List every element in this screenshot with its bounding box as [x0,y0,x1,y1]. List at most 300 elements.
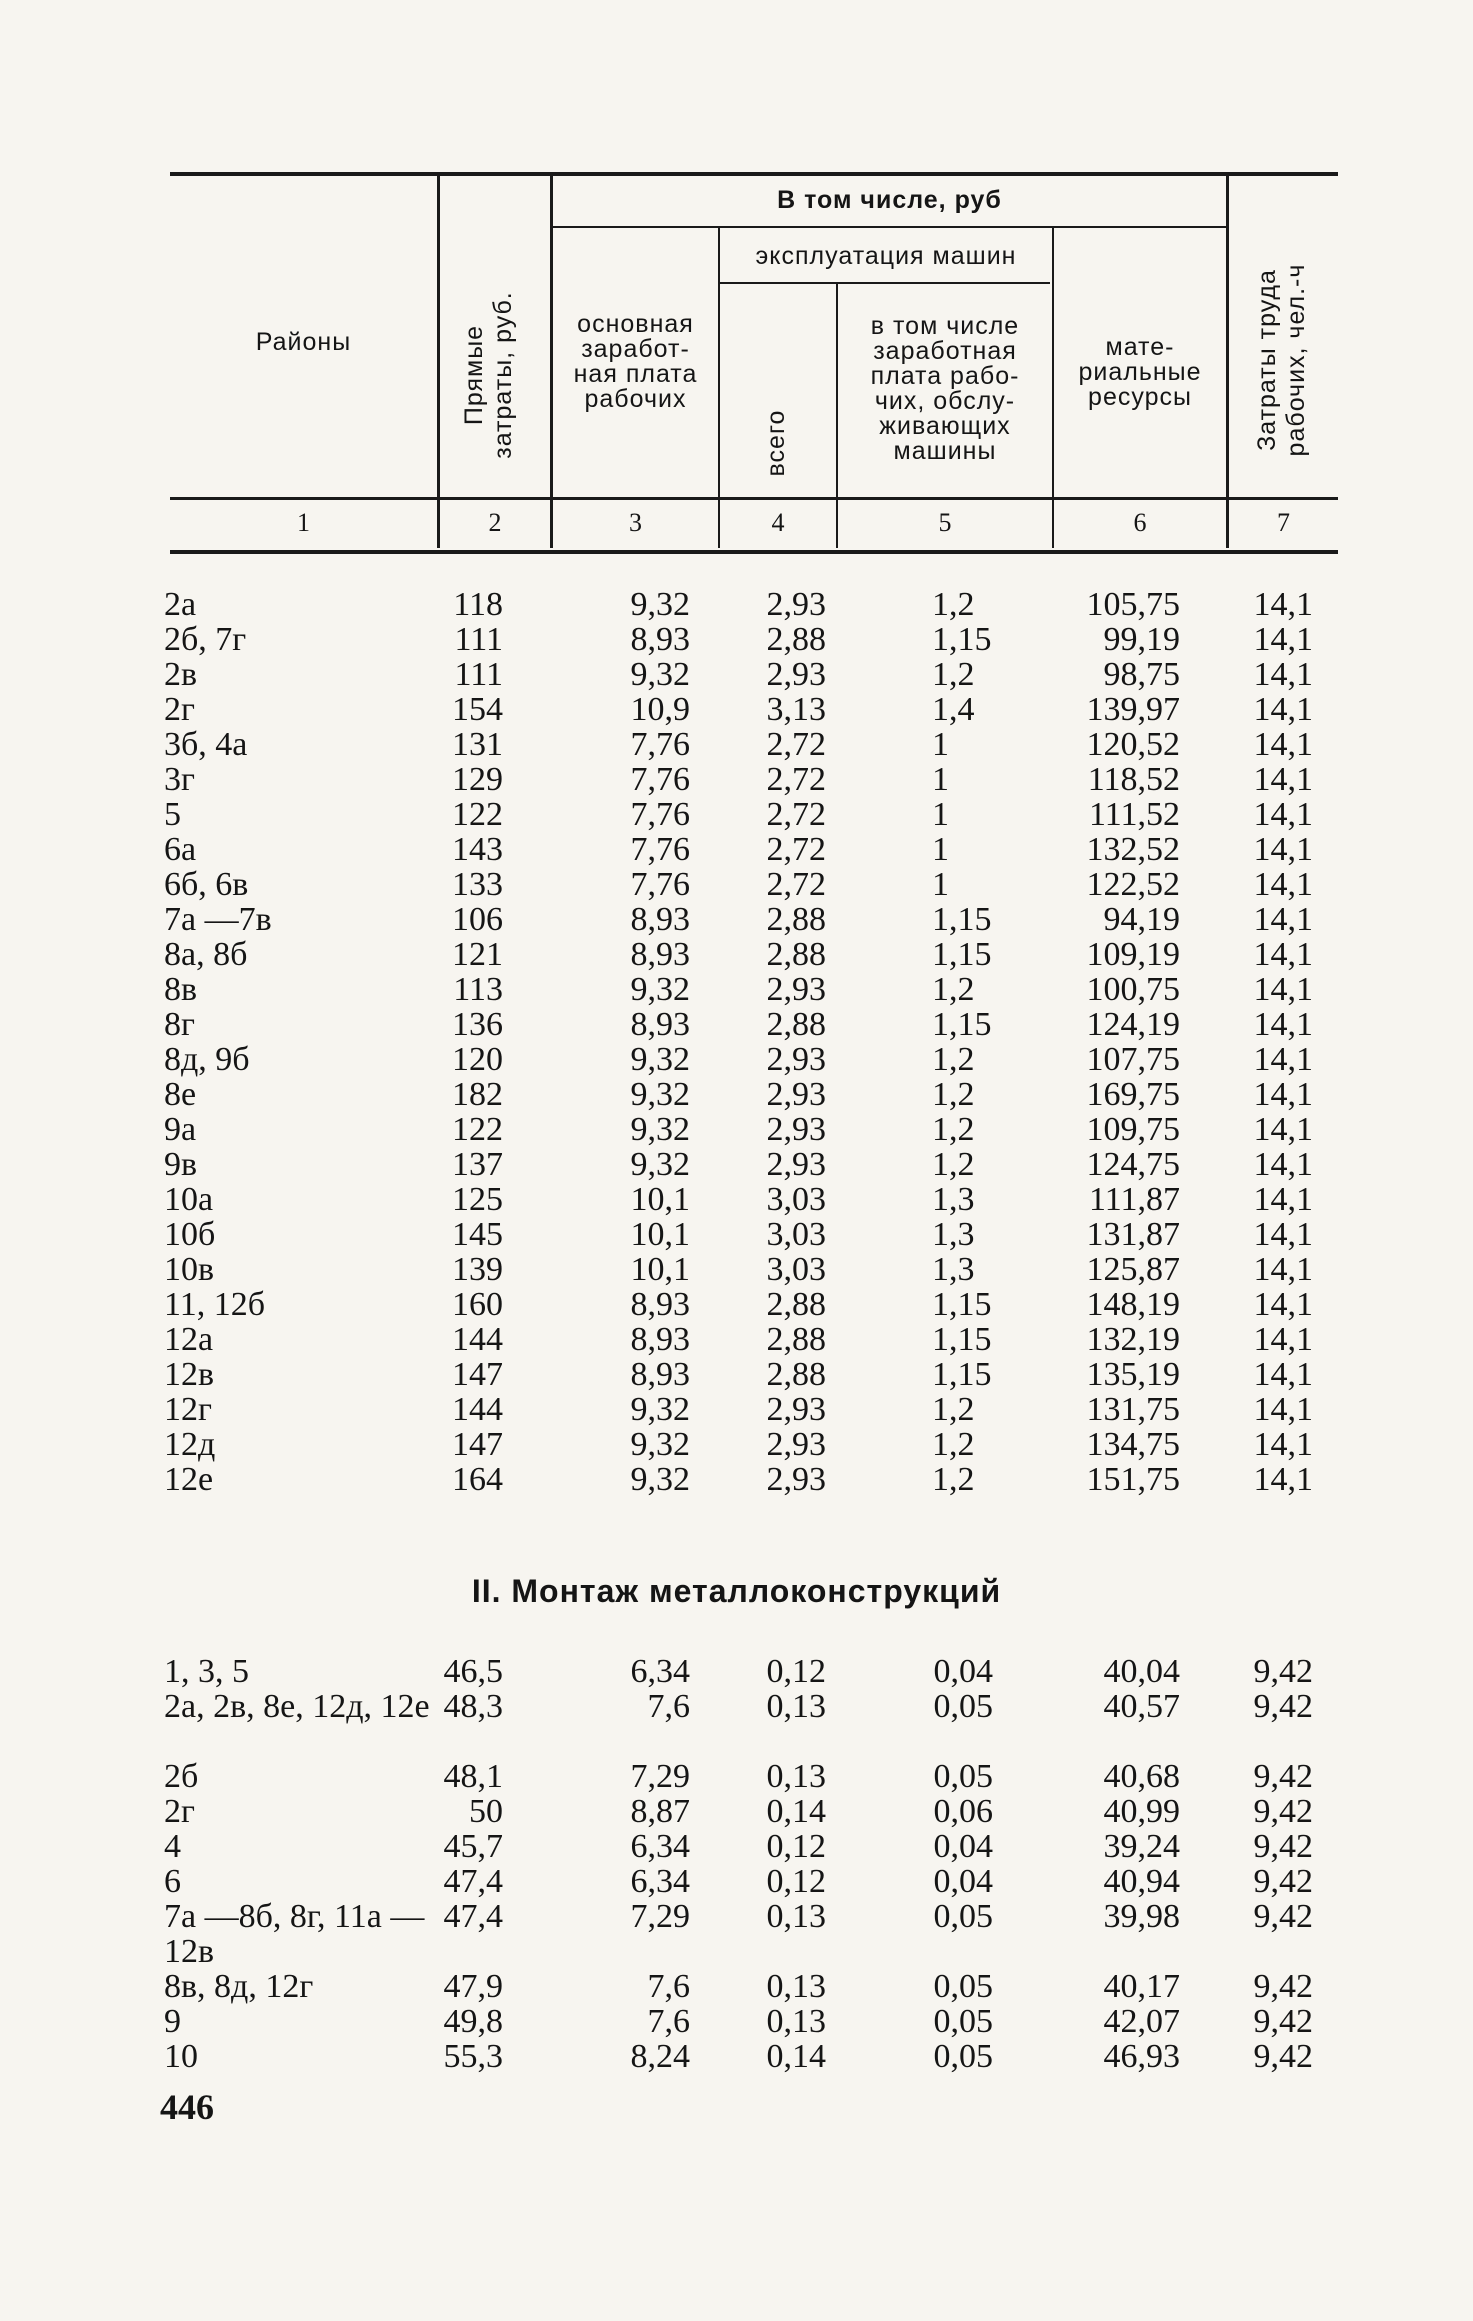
wages-cell: 8,93 [630,1321,690,1358]
section2-title: II. Монтаж металлоконструкций [471,1573,1002,1609]
table-row [0,1392,1473,1427]
direct-costs-cell: 113 [453,971,503,1008]
region-cell: 2г [164,1793,195,1830]
machines-total-cell: 2,72 [766,866,826,903]
labor-cell: 14,1 [1253,691,1313,728]
direct-costs-cell: 129 [452,761,503,798]
wages-cell: 9,32 [630,656,690,693]
colnum-3: 3 [629,508,642,537]
machines-total-cell: 3,03 [766,1216,826,1253]
machines-total-cell: 2,72 [766,831,826,868]
wages-cell: 8,93 [630,936,690,973]
materials-cell: 148,19 [1086,1286,1180,1323]
table-row [0,1147,1473,1182]
region-cell: 3г [164,761,195,798]
wages-cell: 7,76 [630,726,690,763]
machines-total-cell: 0,13 [766,1968,826,2005]
machine-wages-cell: 0,05 [933,1898,993,1935]
direct-costs-cell: 55,3 [443,2038,503,2075]
table-row [0,1794,1473,1829]
machine-wages-cell: 1 [932,831,949,868]
wages-cell: 9,32 [630,971,690,1008]
materials-cell: 124,75 [1086,1146,1180,1183]
table-row [0,1077,1473,1112]
machine-wages-cell: 1,2 [932,1391,975,1428]
machine-wages-cell: 1,4 [932,691,975,728]
direct-costs-cell: 147 [452,1356,503,1393]
region-cell: 8е [164,1076,197,1113]
table-row [0,797,1473,832]
materials-cell: 111,87 [1089,1181,1180,1218]
materials-cell: 98,75 [1103,656,1180,693]
direct-costs-cell: 136 [452,1006,503,1043]
machine-wages-cell: 1,3 [932,1251,975,1288]
materials-cell: 99,19 [1103,621,1180,658]
materials-cell: 109,75 [1086,1111,1180,1148]
machines-total-cell: 0,13 [766,1898,826,1935]
labor-cell: 14,1 [1253,831,1313,868]
direct-costs-cell: 131 [452,726,503,763]
region-cell: 2б, 7г [164,621,247,658]
wages-cell: 7,6 [647,1688,690,1725]
labor-cell: 9,42 [1253,1898,1313,1935]
section2-table-body [0,1654,1473,2074]
machines-total-cell: 2,93 [766,1146,826,1183]
machines-rule [720,282,1050,284]
materials-cell: 40,94 [1103,1863,1180,1900]
materials-cell: 40,68 [1103,1758,1180,1795]
direct-costs-cell: 118 [453,586,503,623]
machine-wages-cell: 1 [932,726,949,763]
colnum-6: 6 [1133,508,1147,537]
machine-wages-cell: 1,2 [932,1041,975,1078]
region-cell: 8в [164,971,198,1008]
region-cell: 9 [164,2003,181,2040]
region-cell: 10б [164,1216,216,1253]
labor-cell: 14,1 [1253,796,1313,833]
machine-wages-cell: 1,2 [932,1111,975,1148]
machine-wages-cell: 0,05 [933,2038,993,2075]
labor-cell: 14,1 [1253,1321,1313,1358]
materials-cell: 109,19 [1086,936,1180,973]
direct-costs-cell: 111 [454,621,503,658]
machines-total-cell: 2,93 [766,1426,826,1463]
table-row [0,972,1473,1007]
region-cell: 5 [164,796,181,833]
table-row [0,1427,1473,1462]
machines-total-cell: 2,93 [766,1111,826,1148]
table-row [0,727,1473,762]
labor-cell: 9,42 [1253,1688,1313,1725]
direct-costs-cell: 50 [469,1793,503,1830]
machine-wages-cell: 0,05 [933,2003,993,2040]
region-cell: 8д, 9б [164,1041,250,1078]
wages-cell: 10,9 [630,691,690,728]
colnum-7: 7 [1277,508,1290,537]
wages-cell: 9,32 [630,1041,690,1078]
labor-cell: 9,42 [1253,1793,1313,1830]
region-cell: 2а, 2в, 8е, 12д, 12е [164,1688,430,1725]
machine-wages-cell: 0,04 [933,1828,993,1865]
labor-cell: 14,1 [1253,1251,1313,1288]
colnum-bottom-rule [170,550,1338,554]
colnum-1: 1 [297,508,310,537]
direct-costs-cell: 106 [452,901,503,938]
labor-cell: 14,1 [1253,1076,1313,1113]
materials-cell: 132,19 [1086,1321,1180,1358]
machine-wages-cell: 1,15 [932,1356,992,1393]
labor-cell: 14,1 [1253,1181,1313,1218]
direct-costs-cell: 48,1 [443,1758,503,1795]
table-row [0,1864,1473,1899]
materials-cell: 94,19 [1103,901,1180,938]
region-cell: 6 [164,1863,181,1900]
direct-costs-cell: 47,4 [443,1898,503,1935]
region-cell: 12г [164,1391,212,1428]
table-row [0,832,1473,867]
labor-cell: 14,1 [1253,1041,1313,1078]
machine-wages-cell: 1,2 [932,1146,975,1183]
wages-cell: 9,32 [630,1461,690,1498]
labor-cell: 14,1 [1253,866,1313,903]
direct-costs-cell: 137 [452,1146,503,1183]
wages-cell: 9,32 [630,1111,690,1148]
table-row [0,587,1473,622]
materials-header: мате- риальные ресурсы [1078,333,1202,411]
wages-cell: 6,34 [630,1828,690,1865]
labor-cell: 14,1 [1253,1006,1313,1043]
wages-cell: 7,76 [630,866,690,903]
machine-wages-cell: 0,05 [933,1688,993,1725]
wages-cell: 7,76 [630,761,690,798]
machine-wages-cell: 0,05 [933,1758,993,1795]
wages-cell: 8,24 [630,2038,690,2075]
region-cell: 2г [164,691,195,728]
materials-cell: 118,52 [1087,761,1180,798]
region-cell: 2а [164,586,197,623]
wages-cell: 7,6 [647,2003,690,2040]
wages-cell: 8,93 [630,901,690,938]
region-cell: 2в [164,656,198,693]
materials-cell: 111,52 [1089,796,1180,833]
machine-wages-cell: 0,06 [933,1793,993,1830]
materials-cell: 40,99 [1103,1793,1180,1830]
region-cell: 10 [164,2038,198,2075]
machine-wages-cell: 1,2 [932,971,975,1008]
col-divider-1 [437,176,440,548]
direct-costs-cell: 49,8 [443,2003,503,2040]
table-row [0,1252,1473,1287]
wages-cell: 8,93 [630,621,690,658]
labor-cell: 14,1 [1253,1146,1313,1183]
table-row [0,1217,1473,1252]
machines-total-cell: 2,72 [766,796,826,833]
wages-cell: 7,29 [630,1758,690,1795]
labor-cell: 14,1 [1253,901,1313,938]
region-cell: 12а [164,1321,214,1358]
wages-cell: 7,6 [647,1968,690,2005]
region-cell: 8а, 8б [164,936,248,973]
machines-total-cell: 2,88 [766,621,826,658]
labor-header: Затраты труда рабочих, чел.-ч [1253,263,1310,457]
region-cell: 3б, 4а [164,726,248,763]
wages-cell: 8,87 [630,1793,690,1830]
direct-costs-cell: 143 [452,831,503,868]
table-row [0,2004,1473,2039]
labor-cell: 14,1 [1253,1356,1313,1393]
machines-total-cell: 0,12 [766,1653,826,1690]
table-row [0,622,1473,657]
table-row [0,657,1473,692]
col-divider-6 [1226,176,1229,548]
machines-total-cell: 0,14 [766,2038,826,2075]
direct-costs-cell: 160 [452,1286,503,1323]
direct-costs-cell: 122 [452,1111,503,1148]
labor-cell: 14,1 [1253,726,1313,763]
table-row [0,1969,1473,2004]
machines-total-cell: 2,88 [766,936,826,973]
direct-costs-cell: 46,5 [443,1653,503,1690]
materials-cell: 46,93 [1103,2038,1180,2075]
machines-total-cell: 3,03 [766,1251,826,1288]
colnum-4: 4 [771,508,785,537]
labor-cell: 9,42 [1253,2038,1313,2075]
machines-total-cell: 3,03 [766,1181,826,1218]
region-cell: 4 [164,1828,181,1865]
wages-cell: 8,93 [630,1006,690,1043]
direct-costs-cell: 182 [452,1076,503,1113]
wages-cell: 7,76 [630,831,690,868]
materials-cell: 40,04 [1103,1653,1180,1690]
labor-cell: 14,1 [1253,1426,1313,1463]
machine-wages-cell: 1,15 [932,1321,992,1358]
table-row [0,1112,1473,1147]
materials-cell: 42,07 [1103,2003,1180,2040]
machines-total-cell: 0,13 [766,1688,826,1725]
wages-cell: 9,32 [630,586,690,623]
materials-cell: 139,97 [1086,691,1180,728]
direct-costs-cell: 47,4 [443,1863,503,1900]
region-cell: 6а [164,831,197,868]
page-number: 446 [160,2087,214,2127]
direct-costs-cell: 122 [452,796,503,833]
direct-costs-cell: 144 [452,1391,503,1428]
header-bottom-rule [170,497,1338,500]
machines-total-cell: 2,88 [766,1006,826,1043]
colnum-5: 5 [938,508,952,537]
machine-wages-cell: 1,15 [932,936,992,973]
machine-wages-cell: 1,15 [932,621,992,658]
table-row [0,1759,1473,1794]
materials-cell: 39,24 [1103,1828,1180,1865]
machines-total-cell: 3,13 [766,691,826,728]
direct-costs-cell: 144 [452,1321,503,1358]
wages-cell: 8,93 [630,1356,690,1393]
region-cell: 1, 3, 5 [164,1653,249,1690]
region-cell: 10а [164,1181,214,1218]
region-cell: 12в [164,1356,215,1393]
wages-cell: 8,93 [630,1286,690,1323]
machine-wages-header: в том числе заработная плата рабо- чих, обслу- живающих машины [870,312,1020,465]
materials-cell: 135,19 [1086,1356,1180,1393]
machine-wages-cell: 1 [932,796,949,833]
labor-cell: 14,1 [1253,656,1313,693]
materials-cell: 39,98 [1103,1898,1180,1935]
machines-total-cell: 2,93 [766,586,826,623]
region-cell: 7а —7в [164,901,272,938]
materials-cell: 122,52 [1086,866,1180,903]
machine-wages-cell: 1,2 [932,586,975,623]
materials-cell: 100,75 [1086,971,1180,1008]
machines-total-cell: 2,88 [766,1286,826,1323]
machines-total-cell: 2,72 [766,726,826,763]
region-cell: 9а [164,1111,197,1148]
region-cell: 12е [164,1461,214,1498]
machines-total-cell: 2,88 [766,1321,826,1358]
labor-cell: 9,42 [1253,1758,1313,1795]
materials-cell: 132,52 [1086,831,1180,868]
region-cell: 6б, 6в [164,866,249,903]
machines-total-cell: 2,93 [766,971,826,1008]
table-row [0,1654,1473,1689]
materials-cell: 105,75 [1086,586,1180,623]
table-row [0,762,1473,797]
machines-total-cell: 2,88 [766,1356,826,1393]
machine-wages-cell: 1 [932,866,949,903]
wages-cell: 9,32 [630,1391,690,1428]
table-row [0,1007,1473,1042]
region-cell: 10в [164,1251,215,1288]
materials-cell: 169,75 [1086,1076,1180,1113]
region-cell: 8в, 8д, 12г [164,1968,314,2005]
machines-total-cell: 2,88 [766,901,826,938]
direct-costs-cell: 45,7 [443,1828,503,1865]
machines-total-cell: 0,14 [766,1793,826,1830]
direct-costs-cell: 154 [452,691,503,728]
direct-costs-cell: 145 [452,1216,503,1253]
wages-cell: 9,32 [630,1146,690,1183]
direct-costs-cell: 164 [452,1461,503,1498]
direct-costs-cell: 139 [452,1251,503,1288]
direct-costs-cell: 111 [454,656,503,693]
section1-table-body [0,587,1473,1497]
table-row [0,1689,1473,1759]
machine-wages-cell: 1,2 [932,656,975,693]
direct-costs-cell: 121 [452,936,503,973]
table-row [0,1829,1473,1864]
region-cell: 11, 12б [164,1286,266,1323]
machine-wages-cell: 0,04 [933,1863,993,1900]
machines-total-cell: 2,72 [766,761,826,798]
materials-cell: 131,75 [1086,1391,1180,1428]
wages-cell: 9,32 [630,1426,690,1463]
machine-wages-cell: 1,15 [932,901,992,938]
table-row [0,1182,1473,1217]
labor-cell: 9,42 [1253,1863,1313,1900]
machine-wages-cell: 1,2 [932,1461,975,1498]
table-row [0,1899,1473,1969]
direct-costs-cell: 120 [452,1041,503,1078]
labor-cell: 14,1 [1253,1286,1313,1323]
region-cell: 8г [164,1006,195,1043]
region-cell: 9в [164,1146,198,1183]
machines-total-cell: 2,93 [766,1076,826,1113]
table-row [0,1462,1473,1497]
machine-wages-cell: 0,04 [933,1653,993,1690]
labor-cell: 14,1 [1253,761,1313,798]
table-row [0,867,1473,902]
wages-cell: 6,34 [630,1653,690,1690]
machines-total-cell: 2,93 [766,1391,826,1428]
table-row [0,692,1473,727]
colnum-2: 2 [488,508,502,537]
labor-cell: 9,42 [1253,2003,1313,2040]
labor-cell: 14,1 [1253,586,1313,623]
region-cell: 2б [164,1758,199,1795]
labor-cell: 14,1 [1253,971,1313,1008]
materials-cell: 134,75 [1086,1426,1180,1463]
wages-cell: 10,1 [630,1181,690,1218]
labor-cell: 14,1 [1253,1111,1313,1148]
labor-cell: 14,1 [1253,1216,1313,1253]
table-row [0,937,1473,972]
direct-costs-cell: 133 [452,866,503,903]
machine-wages-cell: 1,2 [932,1076,975,1113]
machine-wages-cell: 1,15 [932,1286,992,1323]
machines-header: эксплуатация машин [755,242,1017,270]
machine-wages-cell: 1 [932,761,949,798]
direct-costs-cell: 125 [452,1181,503,1218]
labor-cell: 9,42 [1253,1968,1313,2005]
materials-cell: 40,17 [1103,1968,1180,2005]
labor-cell: 14,1 [1253,936,1313,973]
table-row [0,1042,1473,1077]
wages-header: основная заработ- ная плата рабочих [573,310,698,413]
labor-cell: 14,1 [1253,1461,1313,1498]
regions-header: Районы [255,328,352,356]
table-row [0,1357,1473,1392]
materials-cell: 107,75 [1086,1041,1180,1078]
machines-total-header: всего [762,409,790,477]
machine-wages-cell: 1,2 [932,1426,975,1463]
wages-cell: 9,32 [630,1076,690,1113]
table-row [0,1322,1473,1357]
machines-total-cell: 0,13 [766,2003,826,2040]
wages-cell: 10,1 [630,1216,690,1253]
materials-cell: 120,52 [1086,726,1180,763]
region-cell: 12д [164,1426,216,1463]
labor-cell: 9,42 [1253,1828,1313,1865]
labor-cell: 14,1 [1253,1391,1313,1428]
wages-cell: 10,1 [630,1251,690,1288]
machines-total-cell: 0,12 [766,1828,826,1865]
machines-total-cell: 2,93 [766,1461,826,1498]
header-top-rule [170,172,1338,176]
machines-total-cell: 2,93 [766,656,826,693]
including-rule [552,226,1228,228]
direct-costs-cell: 48,3 [443,1688,503,1725]
table-row [0,2039,1473,2074]
col-divider-3 [718,228,720,548]
materials-cell: 131,87 [1086,1216,1180,1253]
machine-wages-cell: 1,3 [932,1181,975,1218]
machines-total-cell: 0,13 [766,1758,826,1795]
wages-cell: 6,34 [630,1863,690,1900]
materials-cell: 40,57 [1103,1688,1180,1725]
table-row [0,1287,1473,1322]
machine-wages-cell: 1,3 [932,1216,975,1253]
materials-cell: 151,75 [1086,1461,1180,1498]
